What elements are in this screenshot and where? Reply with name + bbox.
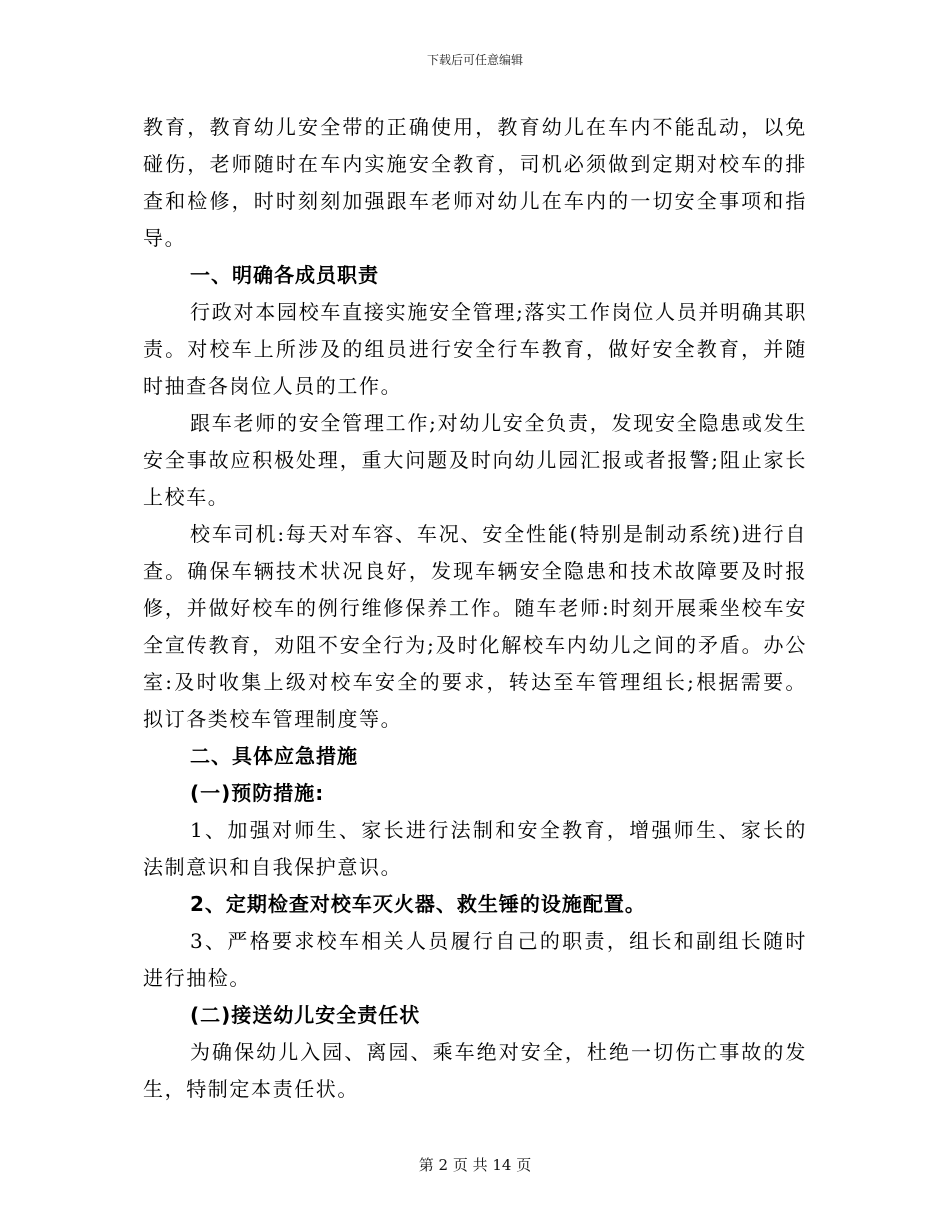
paragraph-continuation: 教育，教育幼儿安全带的正确使用，教育幼儿在车内不能乱动，以免碰伤，老师随时在车内实施安全教育，司机必须做到定期对校车的排查和检修，时时刻刻加强跟车老师对幼儿在车内的一切安全事项和指导。 [143, 115, 807, 250]
list-item-2: 2、定期检查对校车灭火器、救生锤的设施配置。 [190, 892, 646, 916]
paragraph-teacher-duty: 跟车老师的安全管理工作;对幼儿安全负责，发现安全隐患或发生安全事故应积极处理，重大问题及时向幼儿园汇报或者报警;阻止家长上校车。 [143, 411, 807, 509]
paragraph-responsibility-letter: 为确保幼儿入园、离园、乘车绝对安全，杜绝一切伤亡事故的发生，特制定本责任状。 [143, 1040, 807, 1101]
section-heading-emergency: 二、具体应急措施 [190, 744, 358, 768]
paragraph-driver-duty: 校车司机:每天对车容、车况、安全性能(特别是制动系统)进行自查。确保车辆技术状况良好，发现车辆安全隐患和技术故障要及时报修，并做好校车的例行维修保养工作。随车老师:时刻开展乘坐校车安全宣传教育，劝阻不安全行为;及时化解校车内幼儿之间的矛盾。办公室:及时收集上级对校车安全的要求，转达至车管理组长;根据需要。拟订各类校车管理制度等。 [143, 522, 807, 731]
page-number-footer: 第 2 页 共 14 页 [418, 1156, 532, 1174]
list-item-1: 1、加强对师生、家长进行法制和安全教育，增强师生、家长的法制意识和自我保护意识。 [143, 818, 807, 879]
document-body [143, 109, 807, 1108]
list-item-3: 3、严格要求校车相关人员履行自己的职责，组长和副组长随时进行抽检。 [143, 929, 807, 990]
subheading-responsibility-letter: (二)接送幼儿安全责任状 [190, 1003, 421, 1027]
section-heading-responsibilities: 一、明确各成员职责 [190, 263, 379, 287]
subheading-prevention: (一)预防措施: [190, 781, 325, 805]
paragraph-admin-duty: 行政对本园校车直接实施安全管理;落实工作岗位人员并明确其职责。对校车上所涉及的组员进行安全行车教育，做好安全教育，并随时抽查各岗位人员的工作。 [143, 300, 807, 398]
page-header-note: 下载后可任意编辑 [426, 53, 523, 67]
